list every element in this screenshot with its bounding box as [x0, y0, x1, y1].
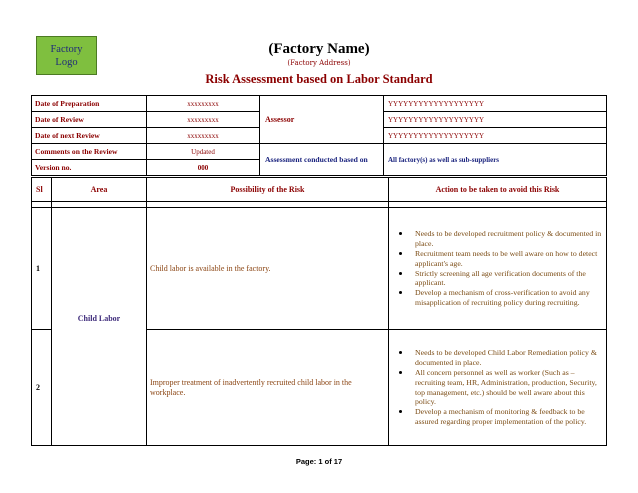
action-item: Needs to be developed Child Labor Remediation policy & documented in place.	[389, 348, 602, 368]
col-possibility-header: Possibility of the Risk	[147, 178, 389, 202]
risk-table	[31, 177, 607, 446]
action-item: Develop a mechanism of cross-verification to avoid any misapplication of recruiting policy during recruiting.	[389, 288, 602, 308]
comments-label: Comments on the Review	[32, 144, 147, 160]
row-possibility: Improper treatment of inadvertently recruited child labor in the workplace.	[147, 330, 389, 446]
date-review-label: Date of Review	[32, 112, 147, 128]
row-actions	[389, 330, 607, 446]
action-item: Needs to be developed recruitment policy & documented in place.	[389, 229, 602, 249]
logo-line-2: Logo	[55, 56, 78, 68]
conducted-value: All factory(s) as well as sub-suppliers	[384, 144, 607, 176]
row-sl: 1	[32, 208, 52, 330]
area-cell	[52, 208, 147, 446]
action-item: All concern personnel as well as worker (Such as – recruiting team, HR, Administration, production, Security, top management, etc.) should be well aware about this policy.	[389, 368, 602, 408]
date-next-label: Date of next Review	[32, 128, 147, 144]
logo-line-1: Factory	[50, 43, 83, 55]
action-item: Strictly screening all age verification documents of the applicant.	[389, 269, 602, 289]
document-title: Risk Assessment based on Labor Standard	[205, 72, 433, 86]
row-possibility: Child labor is available in the factory.	[147, 208, 389, 330]
table-row	[32, 208, 607, 330]
assessor-value-2: YYYYYYYYYYYYYYYYYYY	[384, 112, 607, 128]
row-sl: 2	[32, 330, 52, 446]
action-item: Recruitment team needs to be well aware on how to detect applicant's age.	[389, 249, 602, 269]
assessor-label: Assessor	[260, 96, 384, 144]
comments-value: Updated	[147, 144, 260, 160]
col-action-header: Action to be taken to avoid this Risk	[389, 178, 607, 202]
area-value: Child Labor	[77, 314, 121, 323]
page-number: Page: 1 of 17	[295, 457, 343, 466]
col-area-header: Area	[52, 178, 147, 202]
risk-table-header	[32, 178, 607, 202]
version-label: Version no.	[32, 160, 147, 176]
date-next-value: xxxxxxxxx	[147, 128, 260, 144]
row-actions	[389, 208, 607, 330]
date-prep-label: Date of Preparation	[32, 96, 147, 112]
factory-address: (Factory Address)	[287, 59, 351, 67]
assessor-value-1: YYYYYYYYYYYYYYYYYYY	[384, 96, 607, 112]
assessor-value-3: YYYYYYYYYYYYYYYYYYY	[384, 128, 607, 144]
col-sl-header: Sl	[32, 178, 52, 202]
date-prep-value: xxxxxxxxx	[147, 96, 260, 112]
version-value: 000	[147, 160, 260, 176]
date-review-value: xxxxxxxxx	[147, 112, 260, 128]
action-item: Develop a mechanism of monitoring & feedback to be assured regarding proper implementation of the policy.	[389, 407, 602, 427]
info-table	[31, 95, 607, 176]
factory-name: (Factory Name)	[268, 41, 370, 57]
conducted-label: Assessment conducted based on	[260, 144, 384, 176]
